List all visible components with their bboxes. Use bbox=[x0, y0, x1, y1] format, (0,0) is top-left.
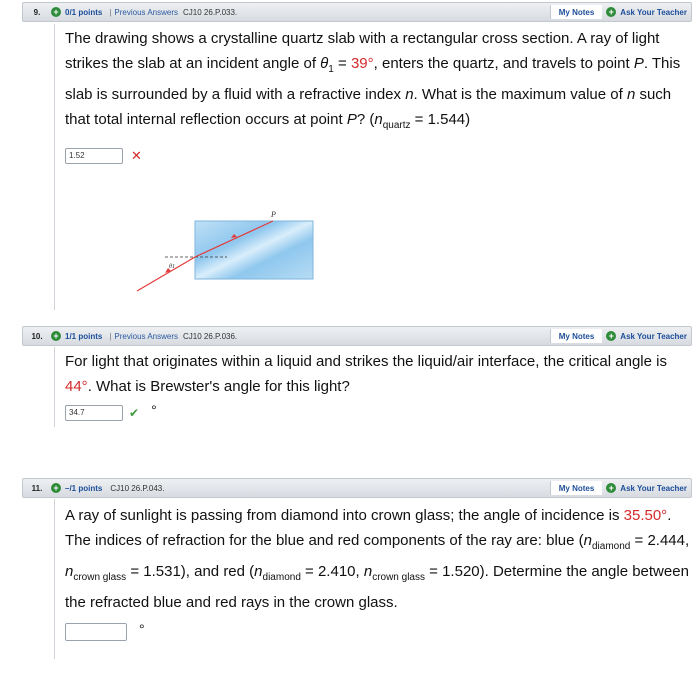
quartz-subscript: quartz bbox=[382, 120, 411, 131]
my-notes-button[interactable]: My Notes bbox=[550, 5, 603, 19]
crown-glass-subscript: crown glass bbox=[372, 572, 425, 583]
ask-teacher-button[interactable] bbox=[606, 483, 691, 493]
question-11-header bbox=[22, 478, 692, 498]
plus-icon: + bbox=[606, 331, 616, 341]
red-crown-index: = 1.520). Determine the angle between the refracted blue and red rays in the crown glass. bbox=[65, 563, 689, 611]
question-9-text bbox=[65, 24, 692, 138]
expand-plus-icon[interactable]: + bbox=[51, 483, 61, 493]
answer-input[interactable] bbox=[65, 623, 127, 641]
notes-area bbox=[550, 479, 691, 497]
ask-teacher-button[interactable] bbox=[606, 7, 691, 17]
notes-area bbox=[550, 327, 691, 345]
notes-area bbox=[550, 3, 691, 21]
plus-icon: + bbox=[606, 483, 616, 493]
question-code: CJ10 26.P.036. bbox=[183, 331, 238, 341]
text-segment: . What is the maximum value of bbox=[413, 86, 627, 103]
points-score: 0/1 points bbox=[65, 7, 103, 17]
my-notes-button[interactable]: My Notes bbox=[550, 481, 603, 495]
question-11-text bbox=[65, 499, 692, 615]
n-symbol: n bbox=[374, 111, 383, 128]
answer-input[interactable]: 34.7 bbox=[65, 405, 123, 421]
incorrect-x-icon: ✕ bbox=[131, 148, 142, 163]
incident-angle-value: 39° bbox=[350, 55, 374, 72]
answer-row bbox=[65, 148, 692, 164]
theta-label: θ1 bbox=[169, 264, 175, 270]
text-segment: such that total internal reflection occurs at point bbox=[65, 86, 672, 128]
quartz-index-value: = 1.544) bbox=[410, 111, 471, 128]
n-symbol: n bbox=[363, 563, 373, 580]
theta-subscript: 1 bbox=[328, 64, 334, 75]
blue-diamond-index: = 2.444, bbox=[630, 532, 690, 549]
question-9-body bbox=[54, 24, 692, 310]
text-segment: The drawing shows a crystalline quartz slab with a rectangular cross section. A ray of light strikes the slab at an incident angle of bbox=[65, 30, 660, 72]
crown-glass-subscript: crown glass bbox=[73, 572, 127, 583]
diamond-subscript: diamond bbox=[591, 541, 631, 552]
answer-row bbox=[65, 623, 692, 641]
question-code: CJ10 26.P.033. bbox=[183, 7, 238, 17]
blue-crown-index: = 1.531), bbox=[126, 563, 190, 580]
point-label: P bbox=[346, 111, 357, 128]
ask-teacher-label: Ask Your Teacher bbox=[620, 483, 687, 493]
text-segment: and red ( bbox=[189, 563, 255, 580]
question-10-text bbox=[65, 347, 692, 399]
ask-teacher-button[interactable] bbox=[606, 331, 691, 341]
divider: | bbox=[109, 331, 112, 341]
text-segment: , enters the quartz, and travels to point bbox=[373, 55, 634, 72]
incidence-angle-value: 35.50° bbox=[623, 507, 668, 524]
previous-answers-link[interactable]: Previous Answers bbox=[114, 331, 179, 341]
n-symbol: n bbox=[65, 563, 74, 580]
expand-plus-icon[interactable]: + bbox=[51, 7, 61, 17]
red-diamond-index: = 2.410, bbox=[300, 563, 364, 580]
theta-symbol: θ bbox=[320, 55, 329, 72]
point-p-label: P bbox=[271, 210, 276, 219]
quartz-slab-diagram bbox=[135, 179, 335, 299]
answer-row bbox=[65, 402, 692, 421]
question-10-body bbox=[54, 347, 692, 427]
plus-icon: + bbox=[606, 7, 616, 17]
text-segment: = bbox=[333, 55, 351, 72]
points-score: –/1 points bbox=[65, 483, 103, 493]
points-score: 1/1 points bbox=[65, 331, 103, 341]
n-symbol: n bbox=[626, 86, 636, 103]
ask-teacher-label: Ask Your Teacher bbox=[620, 331, 687, 341]
correct-check-icon: ✔ bbox=[129, 406, 140, 420]
degree-unit: ° bbox=[139, 621, 145, 637]
text-segment: . The indices of refraction for the blue and red components of the ray are: blue ( bbox=[65, 507, 672, 549]
question-code: CJ10 26.P.043. bbox=[110, 483, 165, 493]
point-label: P bbox=[633, 55, 644, 72]
n-symbol: n bbox=[405, 86, 414, 103]
text-segment: . What is Brewster's angle for this light? bbox=[87, 378, 350, 395]
question-number: 9. bbox=[33, 7, 41, 17]
text-segment: ? ( bbox=[356, 111, 375, 128]
incident-ray bbox=[137, 257, 195, 291]
n-symbol: n bbox=[254, 563, 263, 580]
ask-teacher-label: Ask Your Teacher bbox=[620, 7, 687, 17]
question-9-header bbox=[22, 2, 692, 22]
my-notes-button[interactable]: My Notes bbox=[550, 329, 603, 343]
question-10-header bbox=[22, 326, 692, 346]
divider: | bbox=[109, 7, 112, 17]
previous-answers-link[interactable]: Previous Answers bbox=[114, 7, 179, 17]
text-segment: . This slab is surrounded by a fluid with a refractive index bbox=[65, 55, 681, 103]
text-segment: A ray of sunlight is passing from diamond into crown glass; the angle of incidence is bbox=[65, 507, 624, 524]
expand-plus-icon[interactable]: + bbox=[51, 331, 61, 341]
critical-angle-value: 44° bbox=[65, 378, 88, 395]
n-symbol: n bbox=[583, 532, 592, 549]
diamond-subscript: diamond bbox=[262, 572, 301, 583]
degree-unit: ° bbox=[151, 402, 157, 418]
text-segment: For light that originates within a liquid and strikes the liquid/air interface, the critical angle is bbox=[65, 353, 667, 370]
question-11-body bbox=[54, 499, 692, 659]
answer-input[interactable]: 1.52 bbox=[65, 148, 123, 164]
question-number: 11. bbox=[31, 483, 43, 493]
question-number: 10. bbox=[31, 331, 43, 341]
